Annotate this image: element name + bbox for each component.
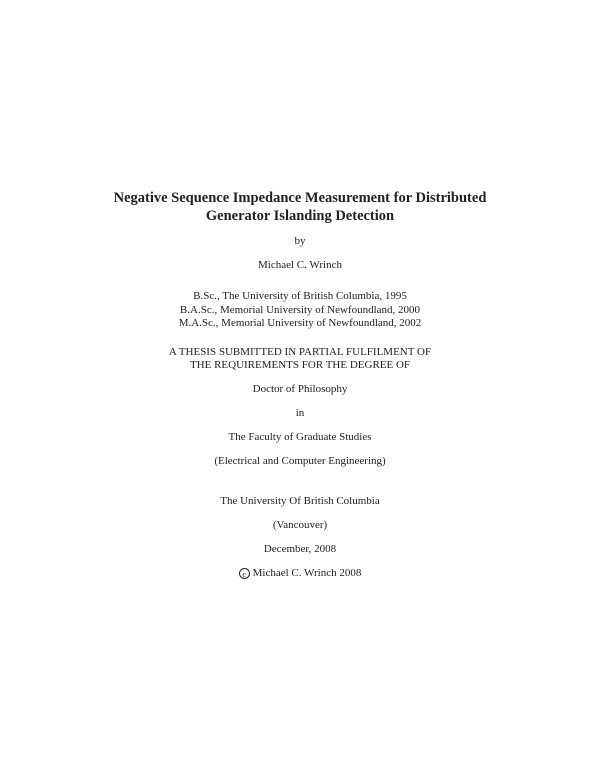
degree-name: Doctor of Philosophy [252,383,348,395]
faculty-name: The Faculty of Graduate Studies [228,431,372,443]
in-label: in [295,407,305,419]
submission-line-2: THE REQUIREMENTS FOR THE DEGREE OF [189,359,411,371]
location: (Vancouver) [272,519,328,531]
copyright-notice [0,566,600,580]
copyright-icon: c [239,568,250,579]
university-name: The University Of British Columbia [220,495,380,507]
submission-line-1: A THESIS SUBMITTED IN PARTIAL FULFILMENT OF [168,346,432,358]
copyright-text: Michael C. Wrinch 2008 [252,567,362,579]
submission-date: December, 2008 [263,543,337,555]
degree-basc: B.A.Sc., Memorial University of Newfoundland, 2000 [179,304,421,316]
by-label: by [294,235,306,247]
degree-masc: M.A.Sc., Memorial University of Newfoundland, 2002 [178,317,422,329]
thesis-title-line-2: Generator Islanding Detection [205,208,395,224]
degree-bsc: B.Sc., The University of British Columbia, 1995 [193,290,407,302]
department-name: (Electrical and Computer Engineering) [214,455,386,467]
author-name: Michael C. Wrinch [258,259,342,271]
thesis-title-line-1: Negative Sequence Impedance Measurement for Distributed [113,190,487,206]
